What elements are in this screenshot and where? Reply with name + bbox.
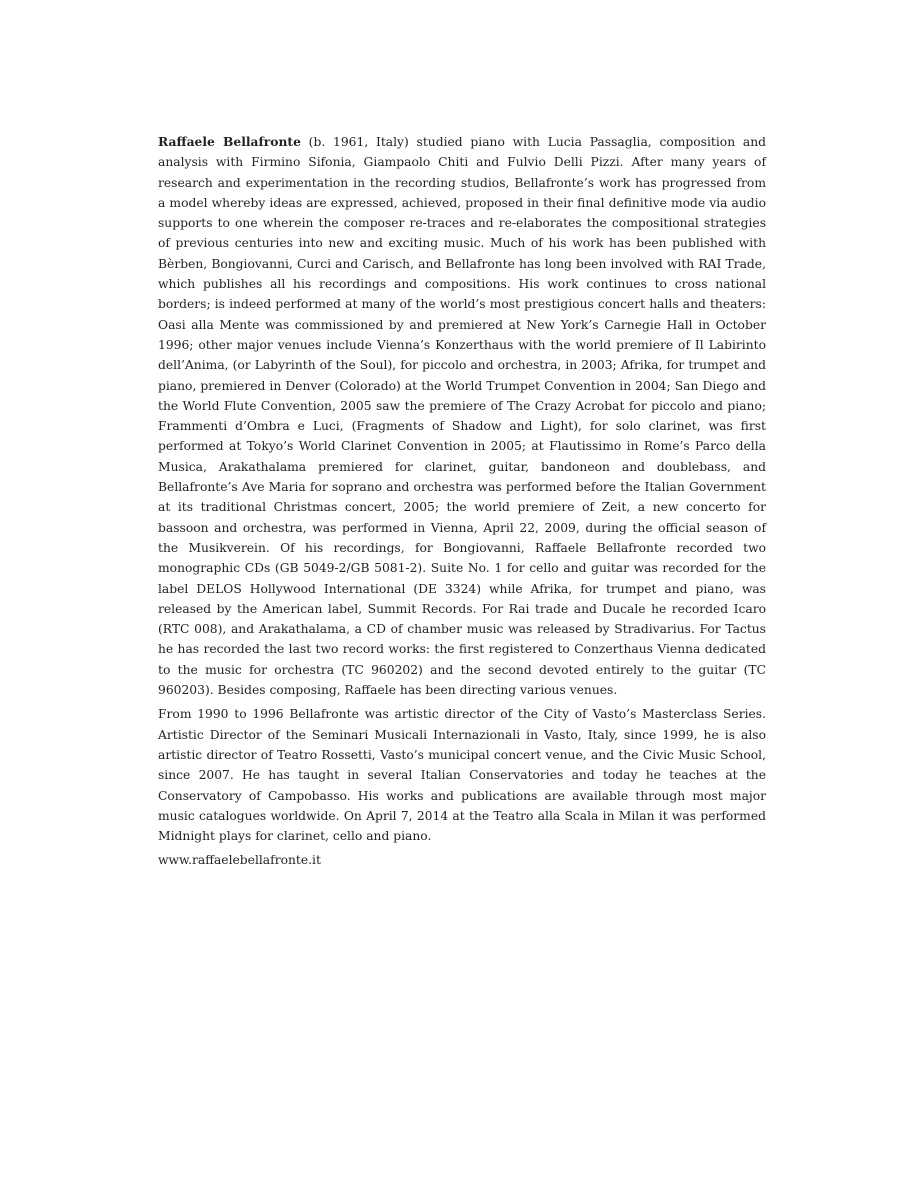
- paragraph-1-body: (b. 1961, Italy) studied piano with Lucia Passaglia, composition and analysis with Firmino Sifonia, Giampaolo Chiti and Fulvio Delli Pizzi. After many years of research and experimentation in the recording studios, Bellafronte’s work has progressed from a model whereby ideas are expressed, achieved, proposed in their final definitive mode via audio supports to one wherein the composer re-traces and re-elaborates the compositional strategies of previous centuries into new and exciting music. Much of his work has been published with Bèrben, Bongiovanni, Curci and Carisch, and Bellafronte has long been involved with RAI Trade, which publishes all his recordings and compositions. His work continues to cross national borders; is indeed performed at many of the world’s most prestigious concert halls and theaters: Oasi alla Mente was commissioned by and premiered at New York’s Carnegie Hall in October 1996; other major venues include Vienna’s Konzerthaus with the world premiere of Il Labirinto dell’Anima, (or Labyrinth of the Soul), for piccolo and orchestra, in 2003; Afrika, for trumpet and piano, premiered in Denver (Colorado) at the World Trumpet Convention in 2004; San Diego and the World Flute Convention, 2005 saw the premiere of The Crazy Acrobat for piccolo and piano; Frammenti d’Ombra e Luci, (Fragments of Shadow and Light), for solo clarinet, was first performed at Tokyo’s World Clarinet Convention in 2005; at Flautissimo in Rome’s Parco della Musica, Arakathalama premiered for clarinet, guitar, bandoneon and doublebass, and Bellafronte’s Ave Maria for soprano and orchestra was performed before the Italian Government at its traditional Christmas concert, 2005; the world premiere of Zeit, a new concerto for bassoon and orchestra, was performed in Vienna, April 22, 2009, during the official season of the Musikverein. Of his recordings, for Bongiovanni, Raffaele Bellafronte recorded two monographic CDs (GB 5049-2/GB 5081-2). Suite No. 1 for cello and guitar was recorded for the label DELOS Hollywood International (DE 3324) while Afrika, for trumpet and piano, was released by the American label, Summit Records. For Rai trade and Ducale he recorded Icaro (RTC 008), and Arakathalama, a CD of chamber music was released by Stradivarius. For Tactus he has recorded the last two record works: the first registered to Conzerthaus Vienna dedicated to the music for orchestra (TC 960202) and the second devoted entirely to the guitar (TC 960203). Besides composing, Raffaele has been directing various venues.: [158, 135, 766, 698]
- website-url: www.raffaelebellafronte.it: [158, 853, 321, 868]
- composer-name: Raffaele Bellafronte: [158, 134, 301, 149]
- biography-paragraph-1: [158, 132, 766, 700]
- biography-paragraph-2: From 1990 to 1996 Bellafronte was artistic director of the City of Vasto’s Masterclass Series. Artistic Director of the Seminari Musicali Internazionali in Vasto, Italy, since 1999, he is also artistic director of Teatro Rossetti, Vasto’s municipal concert venue, and the Civic Music School, since 2007. He has taught in several Italian Conservatories and today he teaches at the Conservatory of Campobasso. His works and publications are available through most major music catalogues worldwide. On April 7, 2014 at the Teatro alla Scala in Milan it was performed Midnight plays for clarinet, cello and piano.: [158, 707, 766, 844]
- biography-text: [158, 132, 766, 871]
